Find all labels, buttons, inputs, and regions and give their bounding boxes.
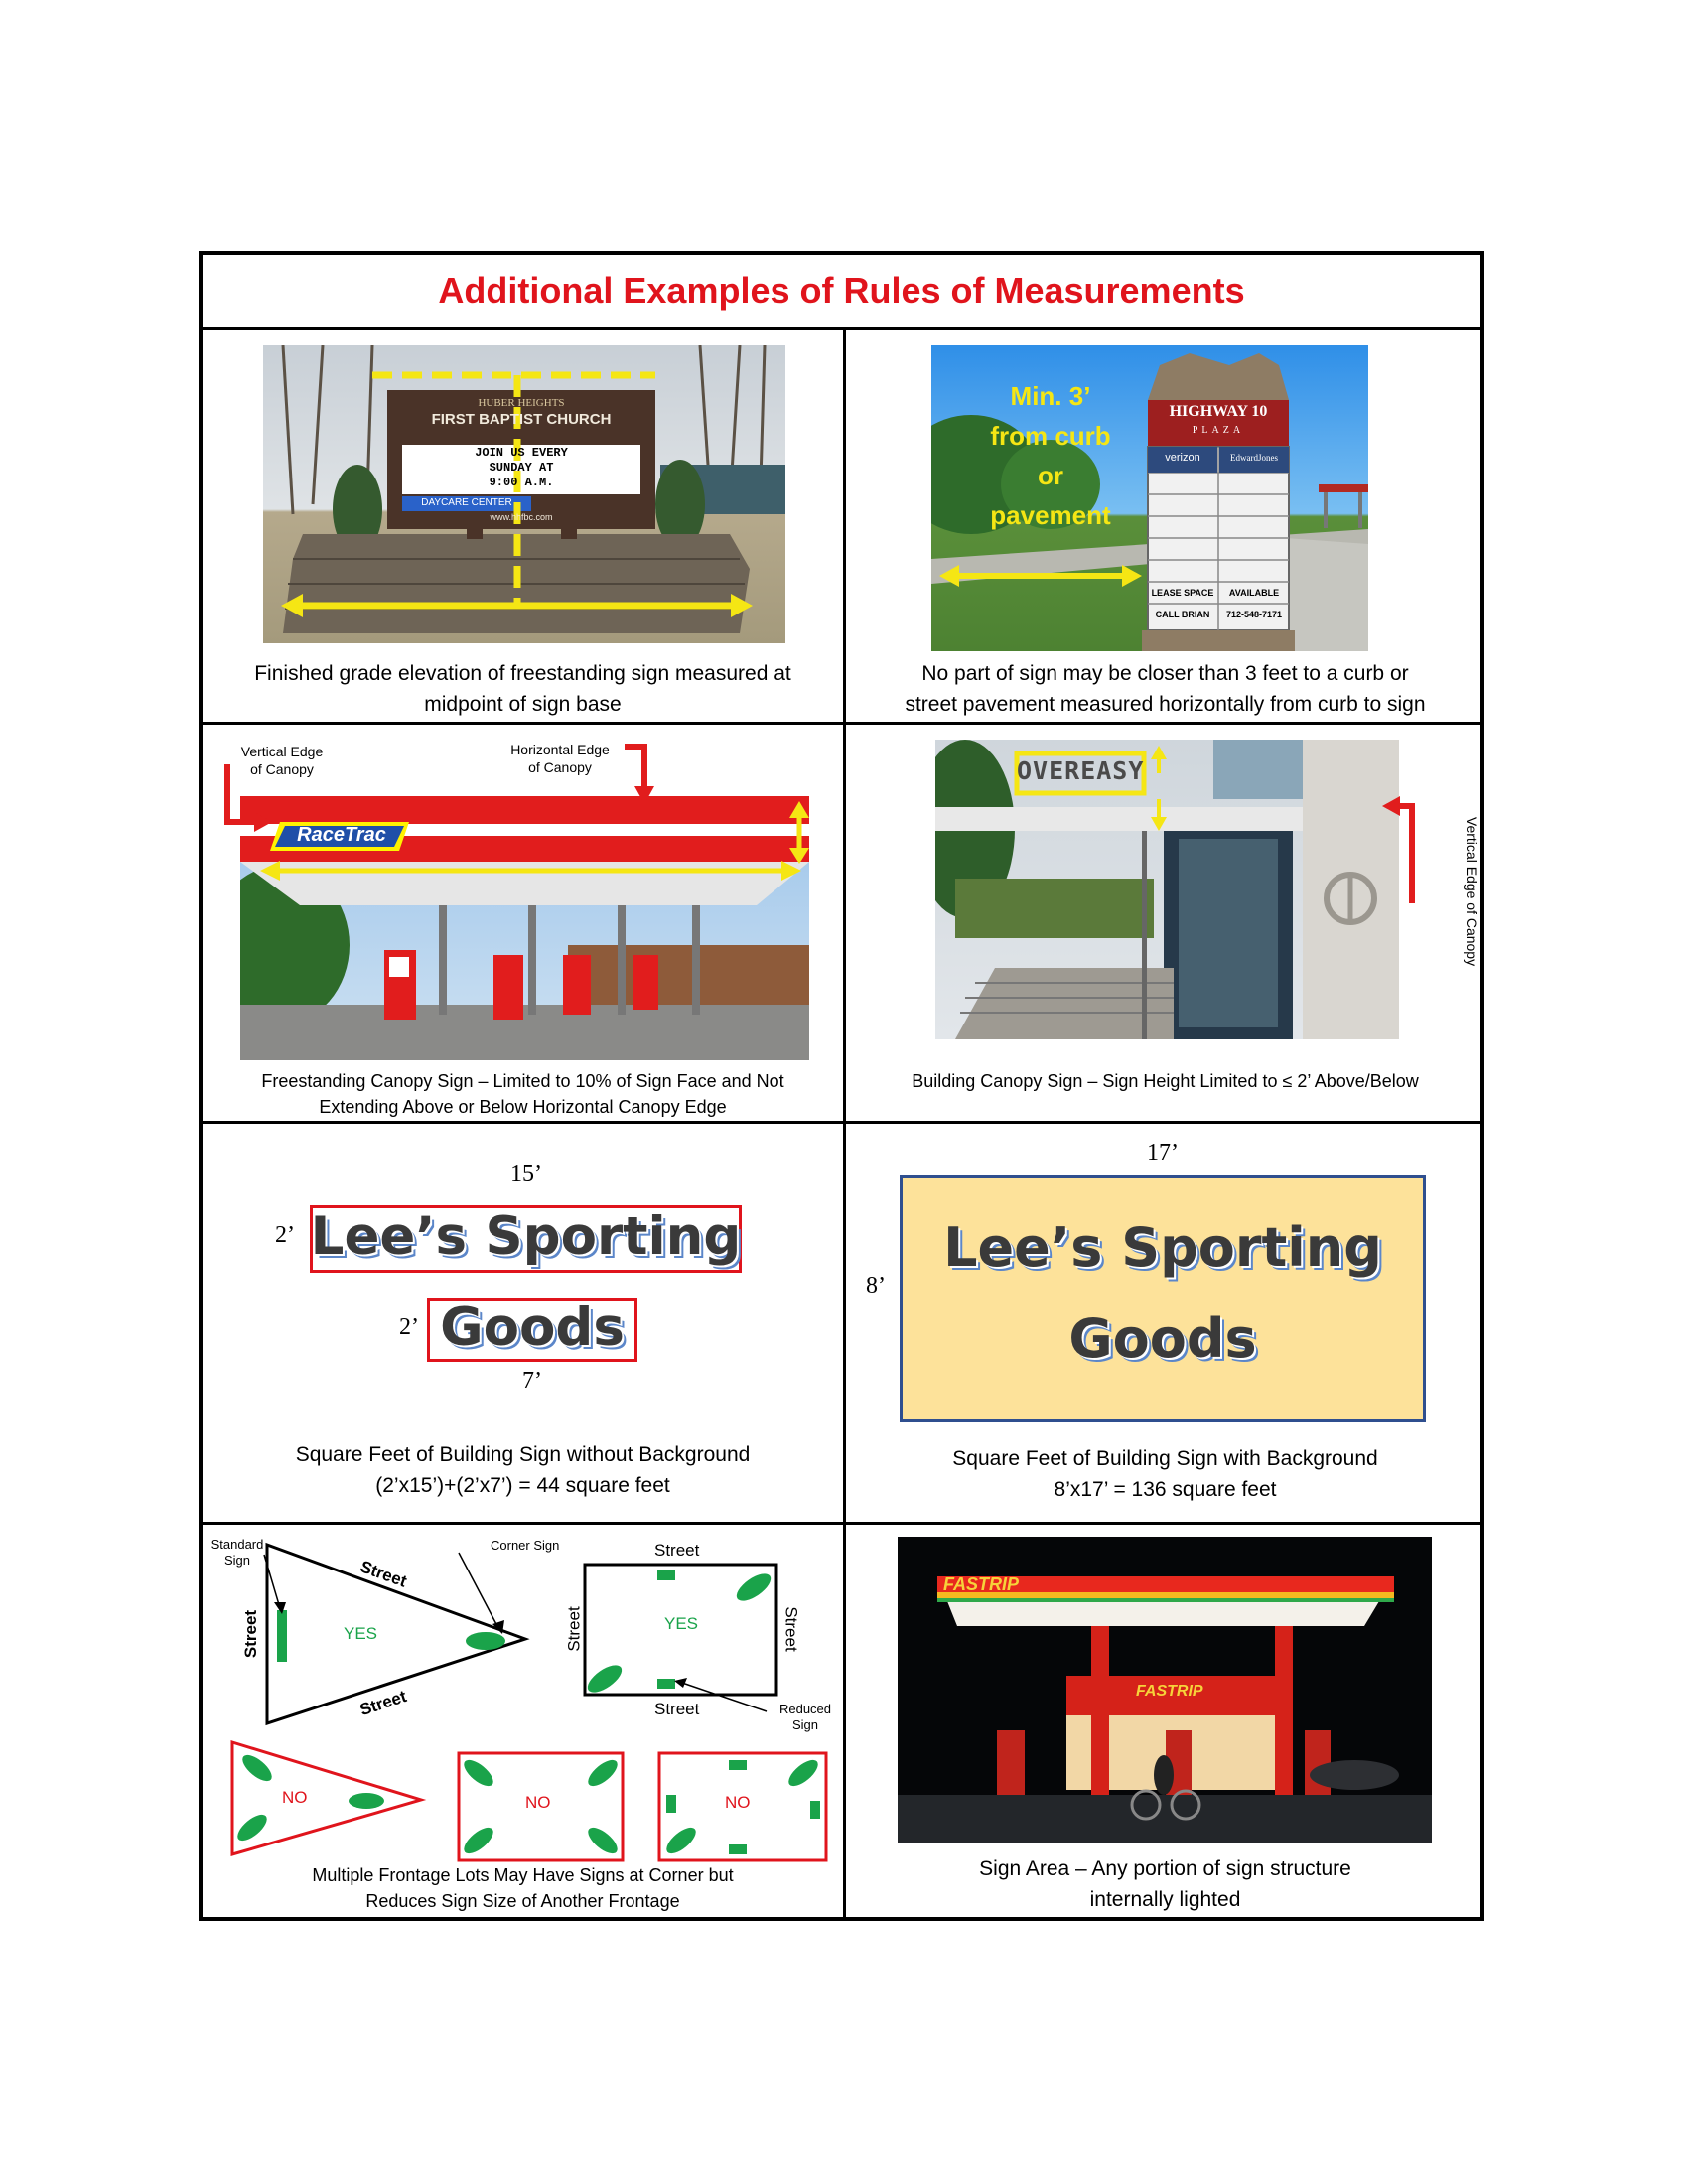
highway-overlay-line4: pavement	[990, 500, 1111, 530]
church-sign-photo	[263, 345, 785, 643]
overeasy-caption: Building Canopy Sign – Sign Height Limited to ≤ 2’ Above/Below	[912, 1071, 1419, 1091]
church-sign-line3: 9:00 A.M.	[489, 476, 554, 489]
label-reduced-sign: Reduced Sign	[778, 1702, 832, 1732]
highway-tenant2: EdwardJones	[1230, 453, 1278, 463]
racetrac-logo: RaceTrac	[297, 824, 386, 846]
highway-call: CALL BRIAN	[1155, 610, 1210, 619]
cell-highway-sign	[846, 330, 1484, 722]
racetrac-caption-line2: Extending Above or Below Horizontal Canopy Edge	[319, 1097, 727, 1117]
street-rect-bottom: Street	[654, 1700, 700, 1718]
overeasy-sign: OVEREASY	[1017, 756, 1145, 785]
highway-caption-line1: No part of sign may be closer than 3 feet to a curb or	[921, 662, 1409, 685]
fastrip-photo	[898, 1537, 1432, 1843]
page-title: Additional Examples of Rules of Measurements	[438, 270, 1245, 311]
bg-sign-line1: Lee’s Sporting	[943, 1216, 1382, 1279]
cell-fastrip	[846, 1525, 1484, 1918]
highway-tenant1: verizon	[1165, 452, 1200, 464]
label-corner-sign: Corner Sign	[491, 1538, 560, 1553]
bg-caption-line1: Square Feet of Building Sign with Background	[952, 1447, 1378, 1470]
dim-top-15: 15’	[510, 1161, 542, 1187]
dim-left-8: 8’	[866, 1273, 886, 1298]
street-tri-bottom: Street	[357, 1687, 409, 1720]
highway-lease2: AVAILABLE	[1228, 588, 1280, 598]
examples-table	[199, 251, 1484, 1921]
church-caption-line1: Finished grade elevation of freestanding sign measured at	[254, 662, 791, 685]
dim-left-2b: 2’	[399, 1314, 419, 1340]
highway-sign-sub: PLAZA	[1192, 425, 1245, 436]
no-rect1: NO	[525, 1793, 551, 1812]
church-sign-line2: SUNDAY AT	[489, 461, 554, 475]
nobg-caption-line1: Square Feet of Building Sign without Background	[295, 1443, 751, 1466]
fastrip-caption-line2: internally lighted	[1089, 1888, 1241, 1911]
racetrac-caption-line1: Freestanding Canopy Sign – Limited to 10% of Sign Face and Not	[261, 1071, 784, 1091]
highway-overlay-line1: Min. 3’	[1010, 381, 1091, 411]
church-sign-web: www.hhfbc.com	[490, 512, 553, 522]
fastrip-brand-canopy: FASTRIP	[943, 1574, 1020, 1594]
nobg-caption-line2: (2’x15’)+(2’x7’) = 44 square feet	[375, 1474, 670, 1497]
cell-sign-with-background	[846, 1124, 1484, 1522]
cell-racetrac-canopy	[203, 725, 843, 1121]
no-tri: NO	[282, 1788, 308, 1807]
street-rect-left: Street	[564, 1606, 584, 1652]
church-sign-name: FIRST BAPTIST CHURCH	[431, 411, 612, 428]
highway-sign-photo	[931, 345, 1368, 651]
frontage-caption-line2: Reduces Sign Size of Another Frontage	[365, 1891, 680, 1911]
dim-top-17: 17’	[1147, 1140, 1179, 1165]
cell-sign-without-background	[203, 1124, 843, 1522]
overeasy-arrow	[846, 725, 1484, 923]
overeasy-vertical-label: Vertical Edge of Canopy	[1464, 816, 1479, 967]
frontage-caption-line1: Multiple Frontage Lots May Have Signs at Corner but	[312, 1865, 734, 1885]
fastrip-brand-store: FASTRIP	[1136, 1683, 1203, 1700]
label-horizontal-edge: Horizontal Edge of Canopy	[510, 742, 610, 775]
fastrip-caption-line1: Sign Area – Any portion of sign structure	[979, 1857, 1351, 1880]
cell-frontage-diagrams	[203, 1525, 843, 1918]
street-tri-left: Street	[241, 1609, 261, 1659]
highway-lease1: LEASE SPACE	[1151, 588, 1214, 598]
highway-phone: 712-548-7171	[1225, 610, 1283, 619]
cell-overeasy-canopy	[846, 725, 1484, 1121]
church-sign-line1: JOIN US EVERY	[475, 446, 568, 460]
sign-line2: Goods	[440, 1297, 625, 1358]
street-rect-top: Street	[654, 1541, 700, 1560]
highway-overlay-line3: or	[1038, 461, 1063, 490]
highway-overlay-line2: from curb	[990, 421, 1111, 451]
yes-tri: YES	[344, 1624, 378, 1643]
highway-caption-line2: street pavement measured horizontally from curb to sign	[905, 693, 1426, 716]
cell-church-sign	[203, 330, 843, 722]
street-tri-top: Street	[357, 1557, 410, 1591]
street-rect-right: Street	[781, 1606, 801, 1652]
dim-bottom-7: 7’	[522, 1368, 542, 1394]
racetrac-arrows	[203, 725, 843, 844]
label-standard-sign: Standard Sign	[211, 1537, 264, 1568]
dim-left-2a: 2’	[275, 1222, 295, 1248]
church-sign-daycare: DAYCARE CENTER	[421, 497, 512, 508]
bg-sign-line2: Goods	[1068, 1307, 1257, 1370]
no-rect2: NO	[725, 1793, 751, 1812]
title-row	[203, 255, 1480, 330]
label-vertical-edge: Vertical Edge of Canopy	[240, 744, 324, 777]
bg-caption-line2: 8’x17’ = 136 square feet	[1054, 1478, 1277, 1501]
church-sign-header: HUBER HEIGHTS	[478, 397, 565, 409]
sign-line1: Lee’s Sporting	[310, 1206, 742, 1267]
church-caption-line2: midpoint of sign base	[424, 693, 622, 716]
highway-sign-name: HIGHWAY 10	[1169, 403, 1268, 420]
yes-rect: YES	[664, 1614, 699, 1633]
